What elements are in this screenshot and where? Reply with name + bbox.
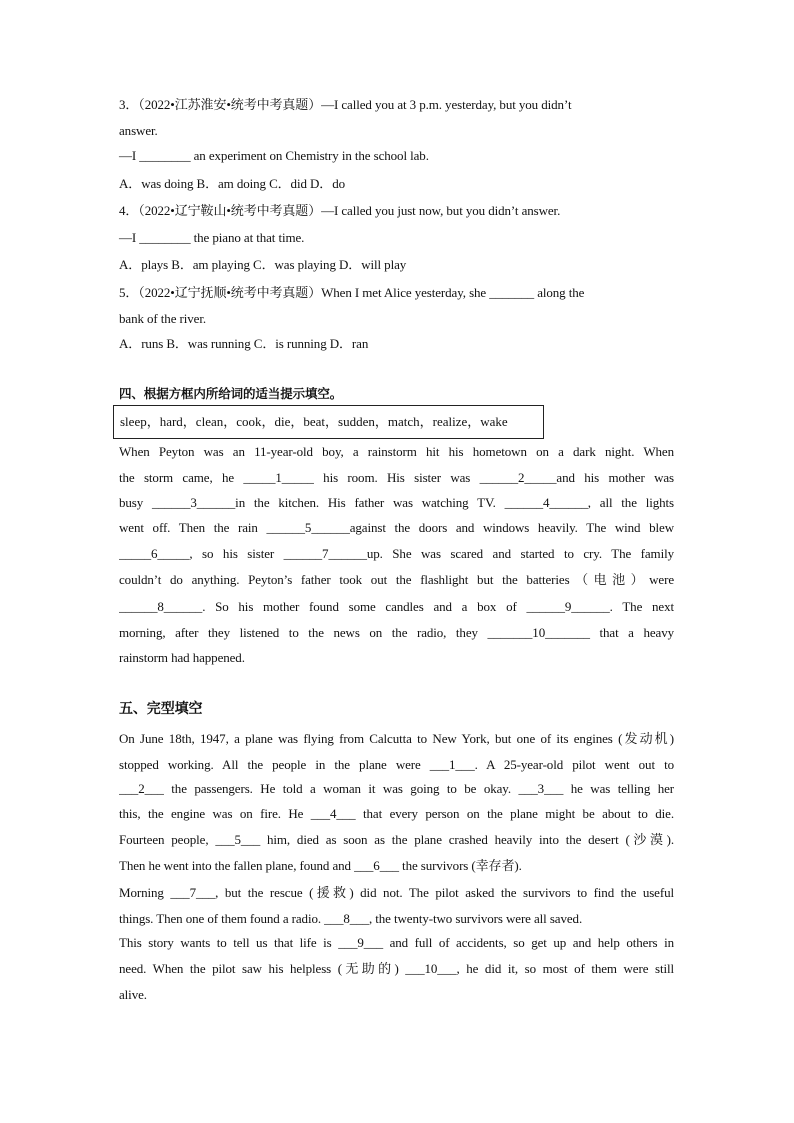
passage-2-line: Then he went into the fallen plane, found and ___6___ the survivors (幸存者). [119, 858, 522, 873]
passage-2-line: stopped working. All the people in the plane were ___1___. A 25-year-old pilot went out to [119, 757, 674, 772]
passage-1-line: morning, after they listened to the news on the radio, they _______10_______ that a heavy [119, 625, 674, 640]
passage-2-line: things. Then one of them found a radio. ___8___, the twenty-two survivors were all saved. [119, 911, 583, 926]
section-4-heading: 四、根据方框内所给词的适当提示填空。 [119, 386, 343, 401]
question-4-options: A．plays B．am playing C．was playing D．will play [119, 257, 407, 272]
passage-1-line: rainstorm had happened. [119, 650, 245, 665]
passage-2-line: need. When the pilot saw his helpless (无助的) ___10___, he did it, so most of them were still [119, 961, 674, 976]
question-3-stem-cont: answer. [119, 123, 158, 138]
question-5-stem-cont: bank of the river. [119, 311, 207, 326]
passage-1-line: went off. Then the rain ______5______against the doors and windows heavily. The wind blew [119, 520, 674, 535]
passage-2-line: Fourteen people, ___5___ him, died as soon as the plane crashed heavily into the desert (沙漠). [119, 832, 674, 847]
passage-2-line: On June 18th, 1947, a plane was flying from Calcutta to New York, but one of its engines (发动机) [119, 731, 674, 746]
question-5-stem: 5．（2022•辽宁抚顺•统考中考真题）When I met Alice yesterday, she _______ along the [119, 285, 585, 300]
passage-1-line: the storm came, he _____1_____ his room. His sister was ______2_____and his mother was [119, 470, 674, 485]
question-4-stem: 4．（2022•辽宁鞍山•统考中考真题）—I called you just now, but you didn’t answer. [119, 203, 561, 218]
passage-1-line: ______8______. So his mother found some candles and a box of ______9______. The next [119, 599, 674, 614]
question-4-prompt: —I ________ the piano at that time. [119, 230, 305, 245]
passage-2-line: this, the engine was on fire. He ___4___ that every person on the plane might be about to die. [119, 806, 674, 821]
question-3-options: A．was doing B．am doing C．did D．do [119, 176, 346, 191]
passage-1-line: busy ______3______in the kitchen. His father was watching TV. ______4______, all the lights [119, 495, 674, 510]
question-5-options: A．runs B．was running C．is running D．ran [119, 336, 369, 351]
passage-2-line: This story wants to tell us that life is ___9___ and full of accidents, so get up and help others in [119, 935, 674, 950]
passage-2-line: Morning ___7___, but the rescue (援救) did not. The pilot asked the survivors to find the useful [119, 885, 674, 900]
passage-2-line: ___2___ the passengers. He told a woman it was going to be okay. ___3___ he was telling her [119, 781, 674, 796]
word-box [113, 405, 544, 439]
passage-1-line: _____6_____, so his sister ______7______up. She was scared and started to cry. The family [119, 546, 674, 561]
passage-1-line: couldn’t do anything. Peyton’s father took out the flashlight but the batteries（电池）were [119, 572, 674, 587]
section-5-heading: 五、完型填空 [119, 701, 203, 717]
passage-1-line: When Peyton was an 11-year-old boy, a rainstorm hit his hometown on a dark night. When [119, 444, 674, 459]
word-box-list: sleep，hard，clean，cook，die，beat，sudden，match，realize，wake [120, 414, 508, 429]
question-3-prompt: —I ________ an experiment on Chemistry in the school lab. [119, 148, 429, 163]
question-3-stem: 3．（2022•江苏淮安•统考中考真题）—I called you at 3 p.m. yesterday, but you didn’t [119, 97, 572, 112]
passage-2-line: alive. [119, 987, 147, 1002]
